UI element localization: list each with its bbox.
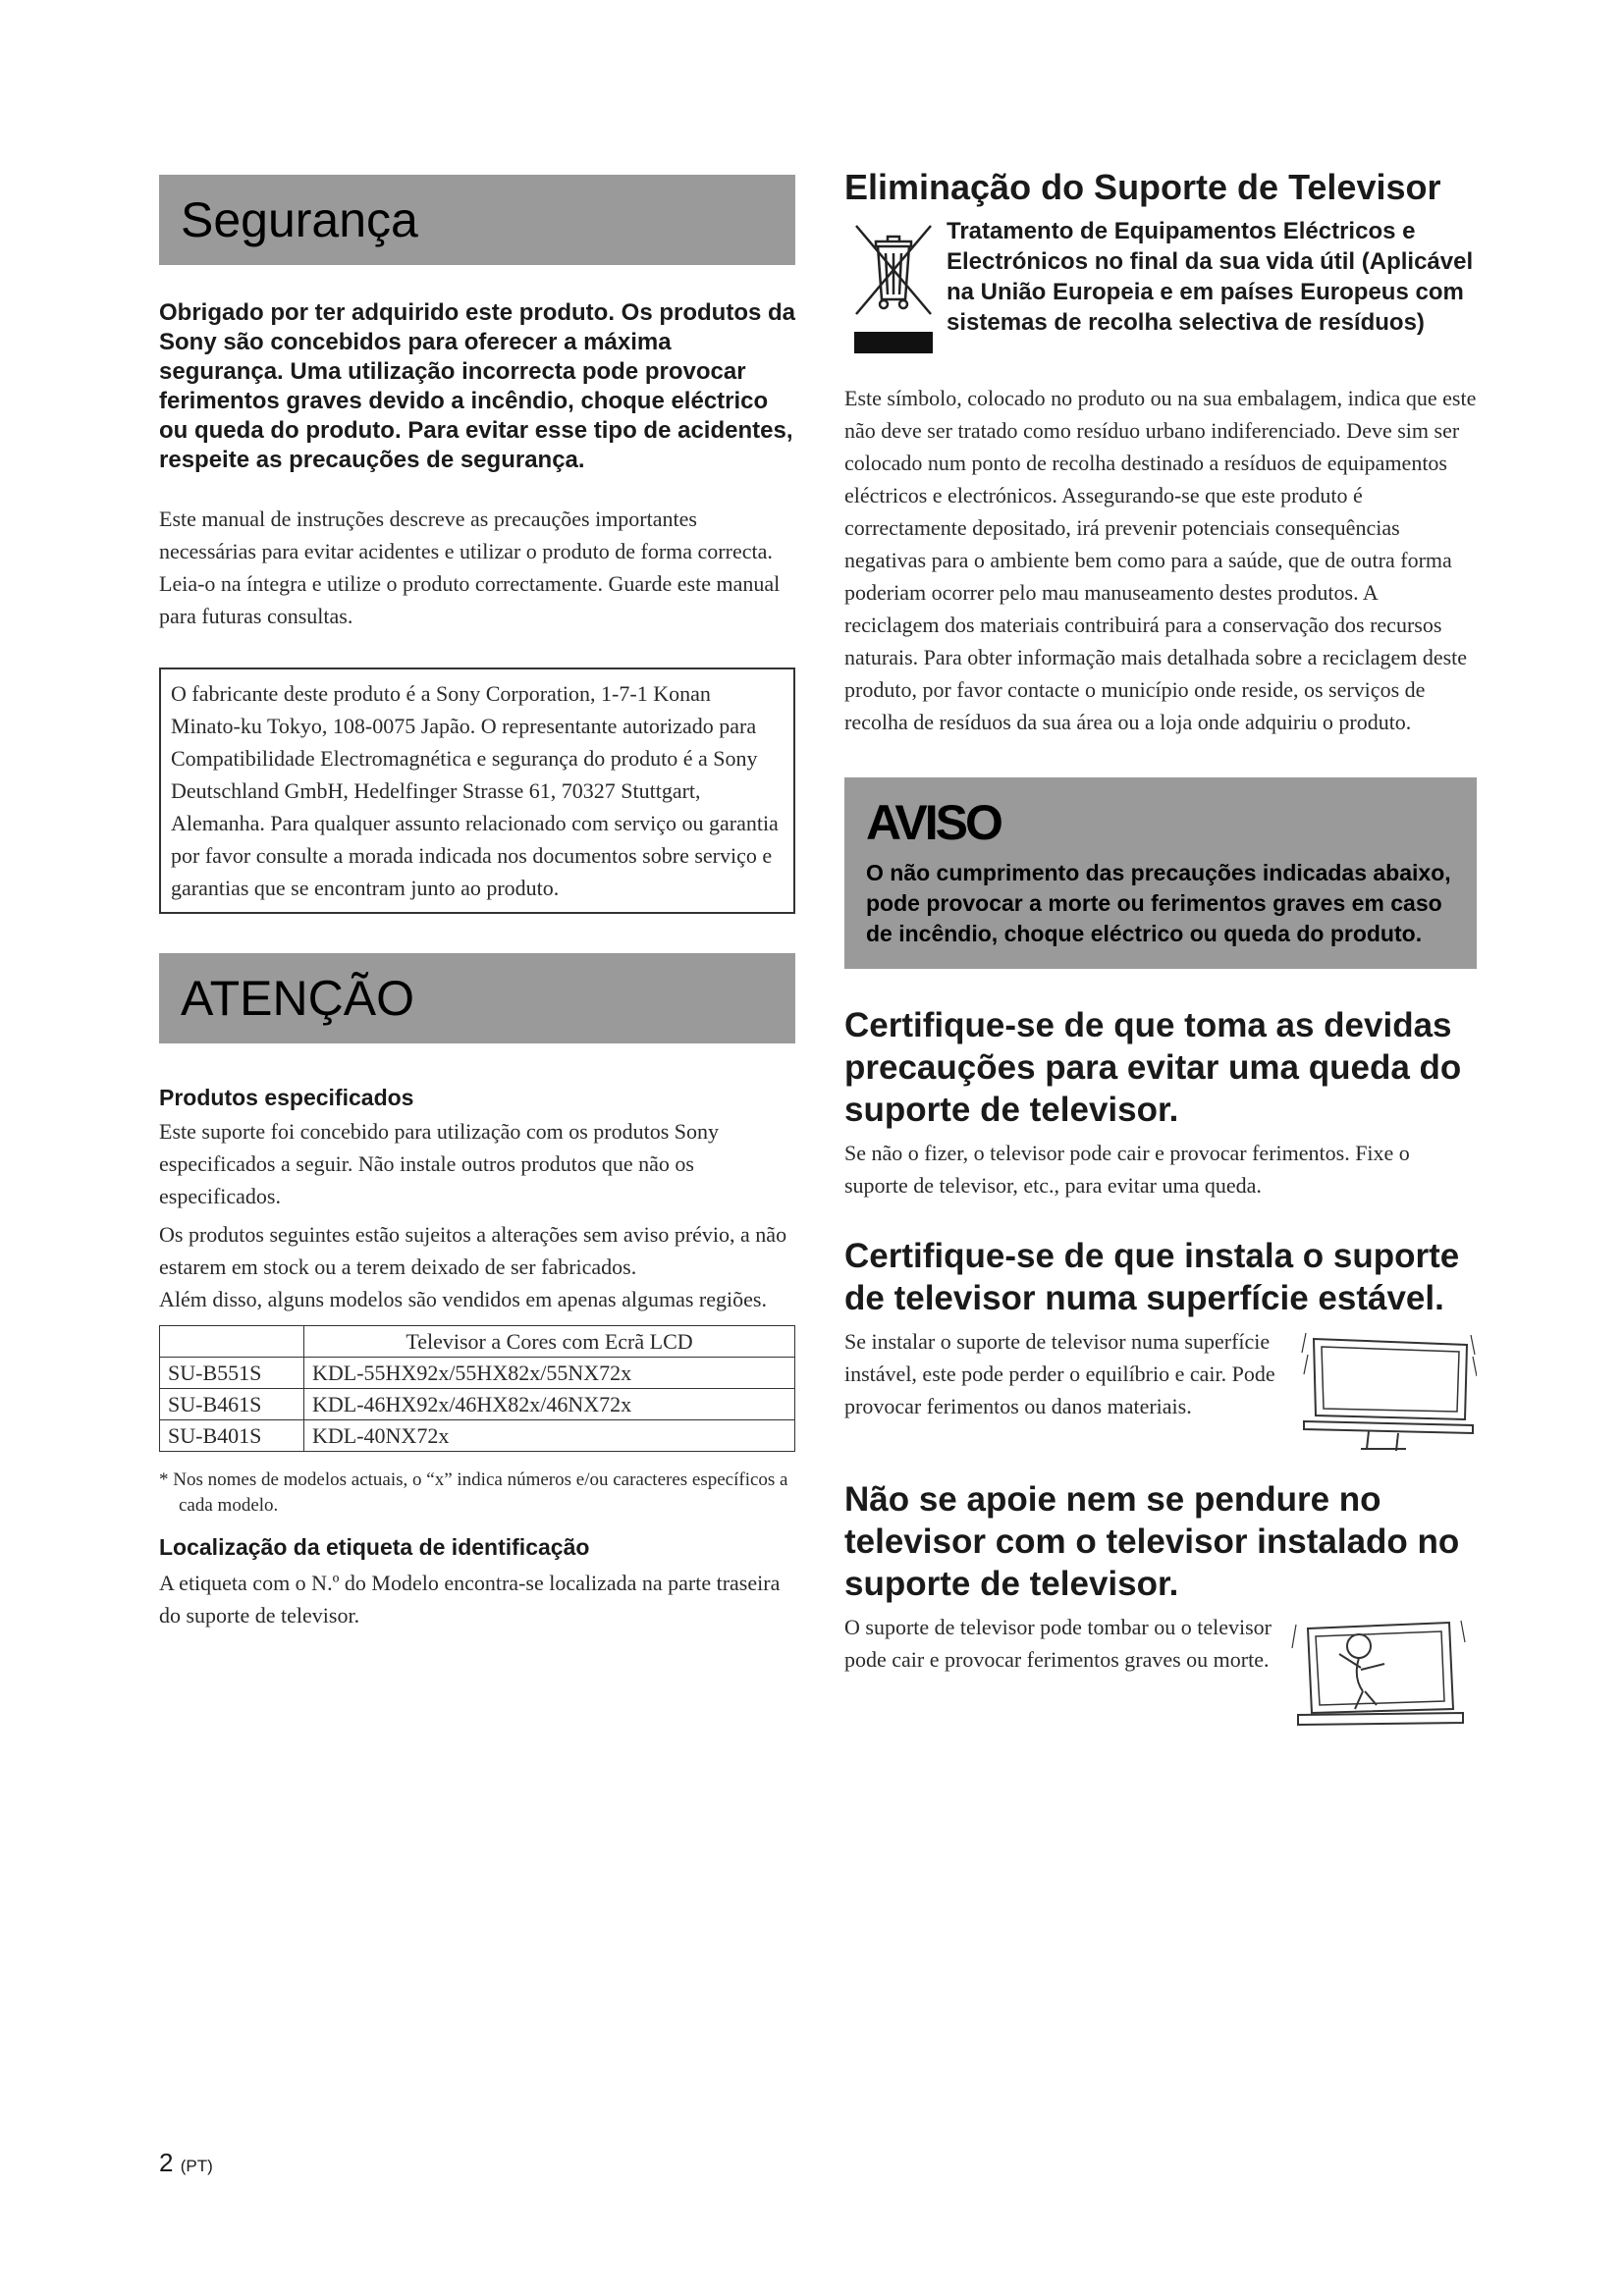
aviso-title: AVISO <box>866 795 1001 850</box>
table-row <box>160 1326 795 1358</box>
model-cell: SU-B401S <box>160 1420 304 1452</box>
page-number <box>159 2148 213 2178</box>
produtos-heading: Produtos especificados <box>159 1085 414 1110</box>
tv-cell: KDL-55HX92x/55HX82x/55NX72x <box>304 1358 795 1389</box>
produtos-p2: Os produtos seguintes estão sujeitos a alterações sem aviso prévio, a não estarem em stock ou a terem deixado de ser fabricados. <box>159 1222 787 1279</box>
leaning-child-illustration <box>1290 1611 1467 1748</box>
intro-text: Este manual de instruções descreve as precauções importantes necessárias para evitar acidentes e utilizar o produto de forma correcta. Leia-o na íntegra e utilize o produto correctamente. Guarde este manual para futuras consultas. <box>159 507 781 628</box>
seguranca-title: Segurança <box>181 192 418 247</box>
apoie-block <box>844 1611 1477 1748</box>
aviso-box <box>844 777 1477 969</box>
weee-title: Tratamento de Equipamentos Eléctricos e Electrónicos no final da sua vida útil (Aplicável na União Europeia e em países Europeus com sistemas de recolha selectiva de resíduos) <box>947 218 1474 336</box>
models-table <box>159 1325 795 1452</box>
table-row <box>160 1420 795 1452</box>
atencao-title: ATENÇÃO <box>181 971 414 1026</box>
tv-cell: KDL-40NX72x <box>304 1420 795 1452</box>
apoie-heading: Não se apoie nem se pendure no televisor com o televisor instalado no suporte de televisor. <box>844 1480 1460 1603</box>
produtos-p1: Este suporte foi concebido para utilização com os produtos Sony especificados a seguir. Não instale outros produtos que não os especificados. <box>159 1119 720 1208</box>
estavel-text: Se instalar o suporte de televisor numa superfície instável, este pode perder o equilíbrio e cair. Pode provocar ferimentos ou danos materiais. <box>844 1329 1275 1418</box>
right-column <box>844 167 1477 1748</box>
queda-heading: Certifique-se de que toma as devidas precauções para evitar uma queda do suporte de televisor. <box>844 1006 1462 1129</box>
eliminacao-title: Eliminação do Suporte de Televisor <box>844 167 1441 207</box>
weee-text: Este símbolo, colocado no produto ou na sua embalagem, indica que este não deve ser tratado como resíduo urbano indiferenciado. Deve sim ser colocado num ponto de recolha destinado a resíduos de equipamentos eléctricos e electrónicos. Assegurando-se que este produto é correctamente depositado, irá prevenir potenciais consequências negativas para o ambiente bem como para a saúde, que de outra forma poderiam ocorrer pelo mau manuseamento destes produtos. A reciclagem dos materiais contribuirá para a conservação dos recursos naturais. Para obter informação mais detalhada sobre a reciclagem deste produto, por favor contacte o município onde reside, os serviços de recolha de resíduos da sua área ou a loja onde adquiriu o produto. <box>844 386 1477 734</box>
weee-block <box>844 216 1477 368</box>
table-row <box>160 1389 795 1420</box>
tv-cell: KDL-46HX92x/46HX82x/46NX72x <box>304 1389 795 1420</box>
table-row <box>160 1358 795 1389</box>
crossed-bin-icon <box>844 216 943 363</box>
table-header: Televisor a Cores com Ecrã LCD <box>304 1326 795 1358</box>
estavel-heading: Certifique-se de que instala o suporte de televisor numa superfície estável. <box>844 1237 1460 1317</box>
left-column <box>159 175 795 1631</box>
manufacturer-box: O fabricante deste produto é a Sony Corporation, 1-7-1 Konan Minato-ku Tokyo, 108-0075 Japão. O representante autorizado para Compatibilidade Electromagnética e segurança do produto é a Sony Deutschland GmbH, Hedelfinger Strasse 61, 70327 Stuttgart, Alemanha. Para qualquer assunto relacionado com serviço ou garantia por favor consulte a morada indicada nos documentos sobre serviço e garantias que se encontram junto ao produto. <box>159 667 795 914</box>
atencao-banner <box>159 953 795 1043</box>
page-lang: (PT) <box>180 2157 213 2175</box>
estavel-block <box>844 1325 1477 1453</box>
model-cell: SU-B461S <box>160 1389 304 1420</box>
intro-bold: Obrigado por ter adquirido este produto. Os produtos da Sony são concebidos para oferecer a máxima segurança. Uma utilização incorrecta pode provocar ferimentos graves devido a incêndio, choque eléctrico ou queda do produto. Para evitar esse tipo de acidentes, respeite as precauções de segurança. <box>159 299 796 473</box>
model-cell: SU-B551S <box>160 1358 304 1389</box>
aviso-text: O não cumprimento das precauções indicadas abaixo, pode provocar a morte ou ferimentos graves em caso de incêndio, choque eléctrico ou queda do produto. <box>866 860 1451 946</box>
table-header-empty <box>160 1326 304 1358</box>
etiqueta-text: A etiqueta com o N.º do Modelo encontra-se localizada na parte traseira do suporte de televisor. <box>159 1571 781 1628</box>
table-note: * Nos nomes de modelos actuais, o “x” indica números e/ou caracteres específicos a cada modelo. <box>159 1469 788 1516</box>
weee-symbol <box>844 216 947 368</box>
seguranca-banner <box>159 175 795 265</box>
etiqueta-heading: Localização da etiqueta de identificação <box>159 1534 590 1560</box>
produtos-p3: Além disso, alguns modelos são vendidos em apenas algumas regiões. <box>159 1287 767 1311</box>
queda-text: Se não o fizer, o televisor pode cair e provocar ferimentos. Fixe o suporte de televisor, etc., para evitar uma queda. <box>844 1141 1410 1198</box>
apoie-text: O suporte de televisor pode tombar ou o televisor pode cair e provocar ferimentos graves ou morte. <box>844 1615 1272 1672</box>
unstable-surface-illustration <box>1300 1325 1477 1453</box>
page-number-value: 2 <box>159 2148 174 2177</box>
